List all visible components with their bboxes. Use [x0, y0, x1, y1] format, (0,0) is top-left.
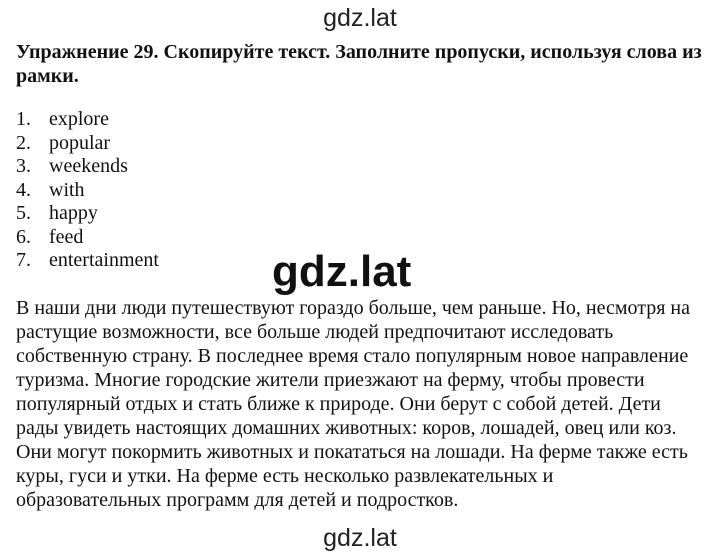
answer-word: feed — [49, 225, 84, 248]
answer-number: 1. — [16, 108, 31, 130]
answer-item — [16, 108, 159, 132]
answer-item — [16, 202, 159, 226]
answer-word: weekends — [49, 155, 128, 177]
answer-item — [16, 249, 159, 273]
watermark-top: gdz.lat — [323, 4, 397, 32]
watermark-middle: gdz.lat — [272, 247, 412, 296]
answer-word: with — [49, 178, 85, 201]
answer-number: 3. — [16, 155, 31, 177]
text-line: растущие возможности, все больше людей предпочитают исследовать — [16, 321, 614, 343]
answer-number: 7. — [16, 249, 31, 271]
answer-item — [16, 226, 159, 250]
text-line: собственную страну. В последнее время стало популярным новое направление — [16, 345, 689, 367]
text-line: образовательных программ для детей и подростков. — [16, 489, 459, 511]
text-line: популярный отдых и стать ближе к природе. Они берут с собой детей. Дети — [16, 393, 661, 415]
answer-item — [16, 179, 159, 203]
answer-item — [16, 132, 159, 156]
answer-word: popular — [49, 131, 111, 154]
answer-item — [16, 155, 159, 179]
exercise-text — [16, 296, 716, 512]
text-line: туризма. Многие городские жители приезжают на ферму, чтобы провести — [16, 369, 645, 391]
answer-number: 6. — [16, 225, 31, 248]
answer-number: 5. — [16, 202, 31, 224]
text-line: Они могут покормить животных и покататься на лошади. На ферме также есть — [16, 441, 688, 463]
exercise-title: Упражнение 29. Скопируйте текст. Заполните пропуски, используя слова из рамки. — [16, 41, 702, 87]
answer-list — [16, 108, 159, 273]
answer-number: 4. — [16, 178, 31, 201]
answer-word: happy — [49, 202, 98, 224]
answer-word: explore — [49, 108, 109, 130]
watermark-bottom: gdz.lat — [323, 524, 397, 552]
text-line: В наши дни люди путешествуют гораздо больше, чем раньше. Но, несмотря на — [16, 297, 690, 319]
answer-number: 2. — [16, 131, 31, 154]
answer-word: entertainment — [49, 249, 159, 271]
text-line: рады увидеть настоящих домашних животных: коров, лошадей, овец или коз. — [16, 417, 677, 439]
text-line: куры, гуси и утки. На ферме есть несколько развлекательных и — [16, 465, 554, 487]
